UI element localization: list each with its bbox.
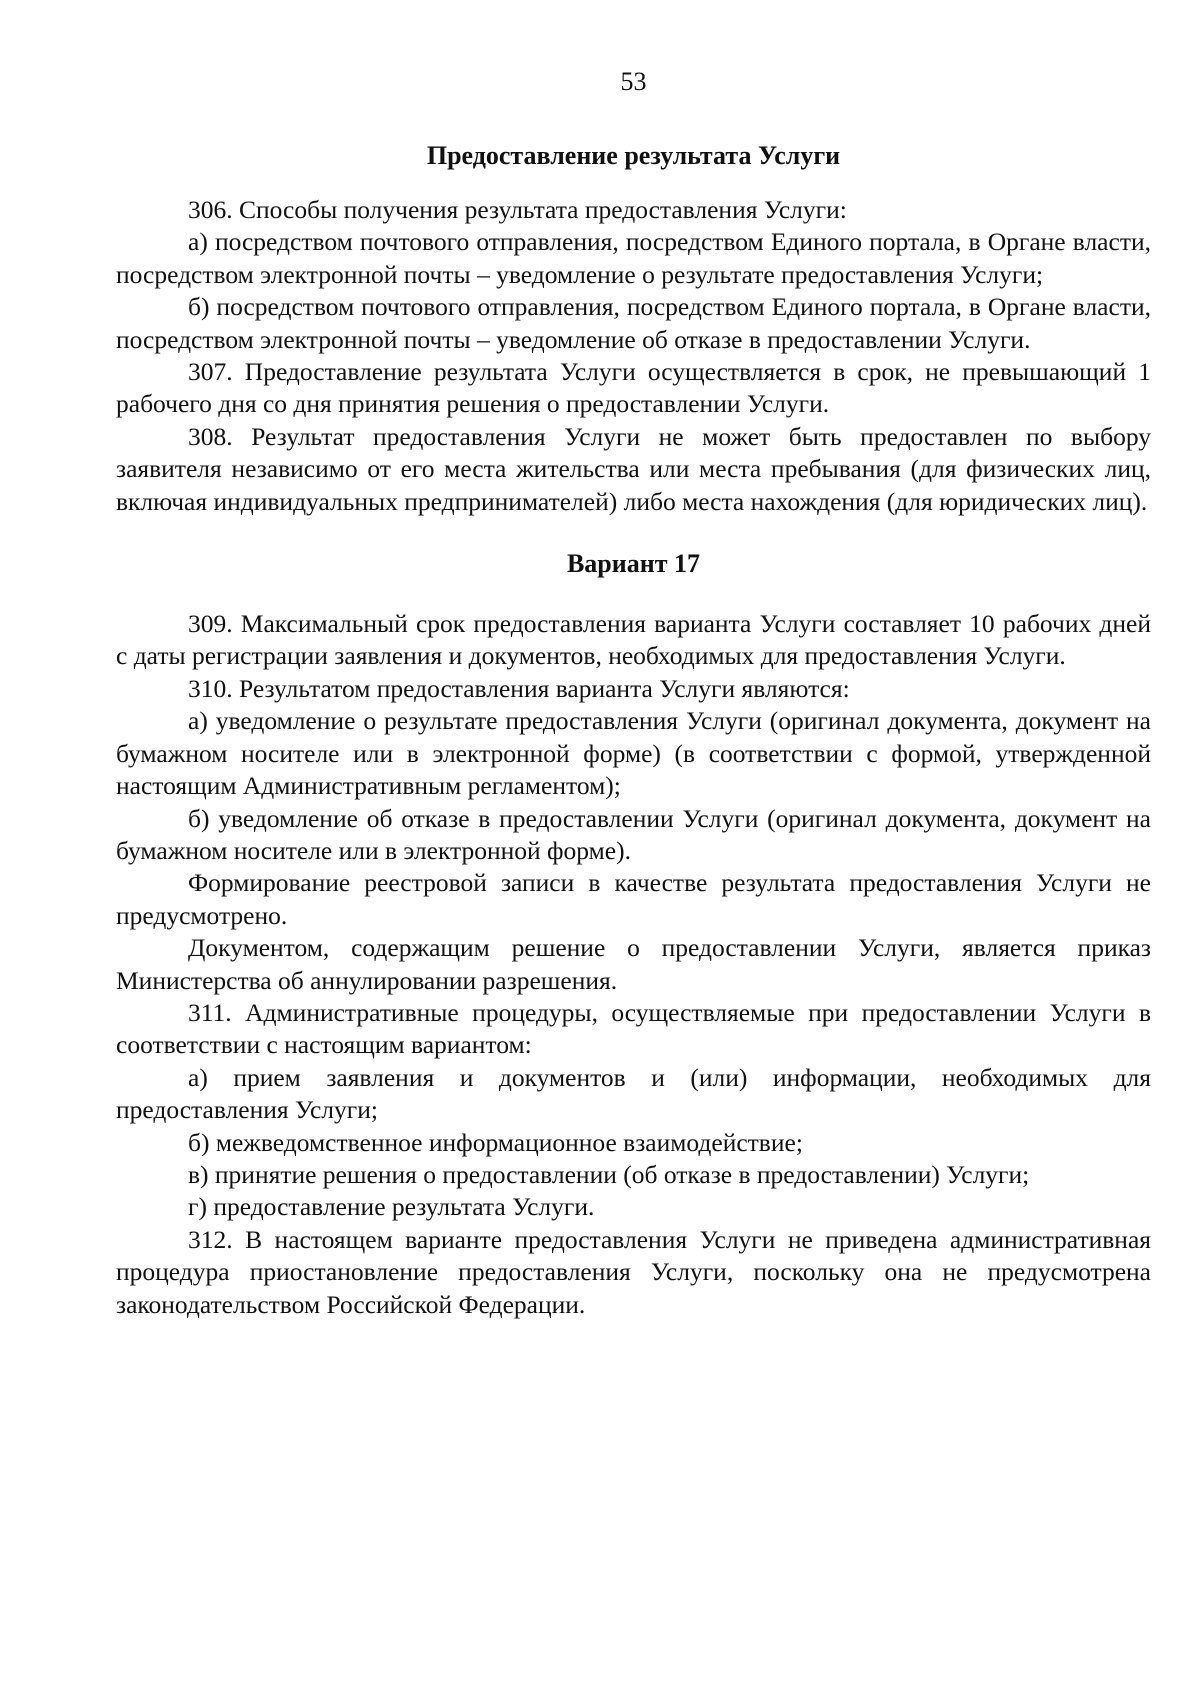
paragraph-306: 306. Способы получения результата предоставления Услуги:: [188, 195, 847, 224]
paragraph-306-b: б) посредством почтового отправления, посредством Единого портала, в Органе власти, посредством электронной почты – уведомление об отказе в предоставлении Услуги.: [116, 292, 1151, 354]
paragraph-309: 309. Максимальный срок предоставления варианта Услуги составляет 10 рабочих дней с даты регистрации заявления и документов, необходимых для предоставления Услуги.: [116, 609, 1151, 671]
paragraph-310-a: а) уведомление о результате предоставления Услуги (оригинал документа, документ на бумажном носителе или в электронной форме) (в соответствии с формой, утвержденной настоящим Административным регламентом);: [116, 706, 1151, 801]
paragraph-311-g: г) предоставление результата Услуги.: [188, 1192, 595, 1222]
document-page: [116, 66, 1151, 1321]
paragraph-310-b: б) уведомление об отказе в предоставлении Услуги (оригинал документа, документ на бумажном носителе или в электронной форме).: [116, 803, 1151, 865]
paragraph-310: 310. Результатом предоставления варианта Услуги являются:: [188, 673, 850, 703]
page-number: 53: [620, 67, 647, 96]
paragraph-307: 307. Предоставление результата Услуги осуществляется в срок, не превышающий 1 рабочего дня со дня принятия решения о предоставлении Услуги.: [116, 357, 1151, 419]
paragraph-306-a: а) посредством почтового отправления, посредством Единого портала, в Органе власти, посредством электронной почты – уведомление о результате предоставления Услуги;: [116, 227, 1151, 289]
variant-heading: Вариант 17: [566, 549, 701, 579]
paragraph-311: 311. Административные процедуры, осуществляемые при предоставлении Услуги в соответствии с настоящим вариантом:: [116, 997, 1151, 1060]
paragraph-308: 308. Результат предоставления Услуги не может быть предоставлен по выбору заявителя независимо от его места жительства или места пребывания (для физических лиц, включая индивидуальных предпринимателей) либо места нахождения (для юридических лиц).: [116, 421, 1151, 516]
paragraph-311-a: а) прием заявления и документов и (или) информации, необходимых для предоставления Услуги;: [116, 1062, 1151, 1125]
paragraph-decision-document: Документом, содержащим решение о предоставлении Услуги, является приказ Министерства об аннулировании разрешения.: [116, 933, 1151, 995]
paragraph-311-v: в) принятие решения о предоставлении (об отказе в предоставлении) Услуги;: [188, 1159, 1030, 1189]
paragraph-311-b: б) межведомственное информационное взаимодействие;: [188, 1127, 803, 1157]
paragraph-312: 312. В настоящем варианте предоставления Услуги не приведена административная процедура приостановление предоставления Услуги, поскольку она не предусмотрена законодательством Российской Федерации.: [116, 1224, 1151, 1319]
section-heading: Предоставление результата Услуги: [426, 141, 841, 170]
paragraph-registry-record: Формирование реестровой записи в качестве результата предоставления Услуги не предусмотрено.: [116, 868, 1151, 930]
